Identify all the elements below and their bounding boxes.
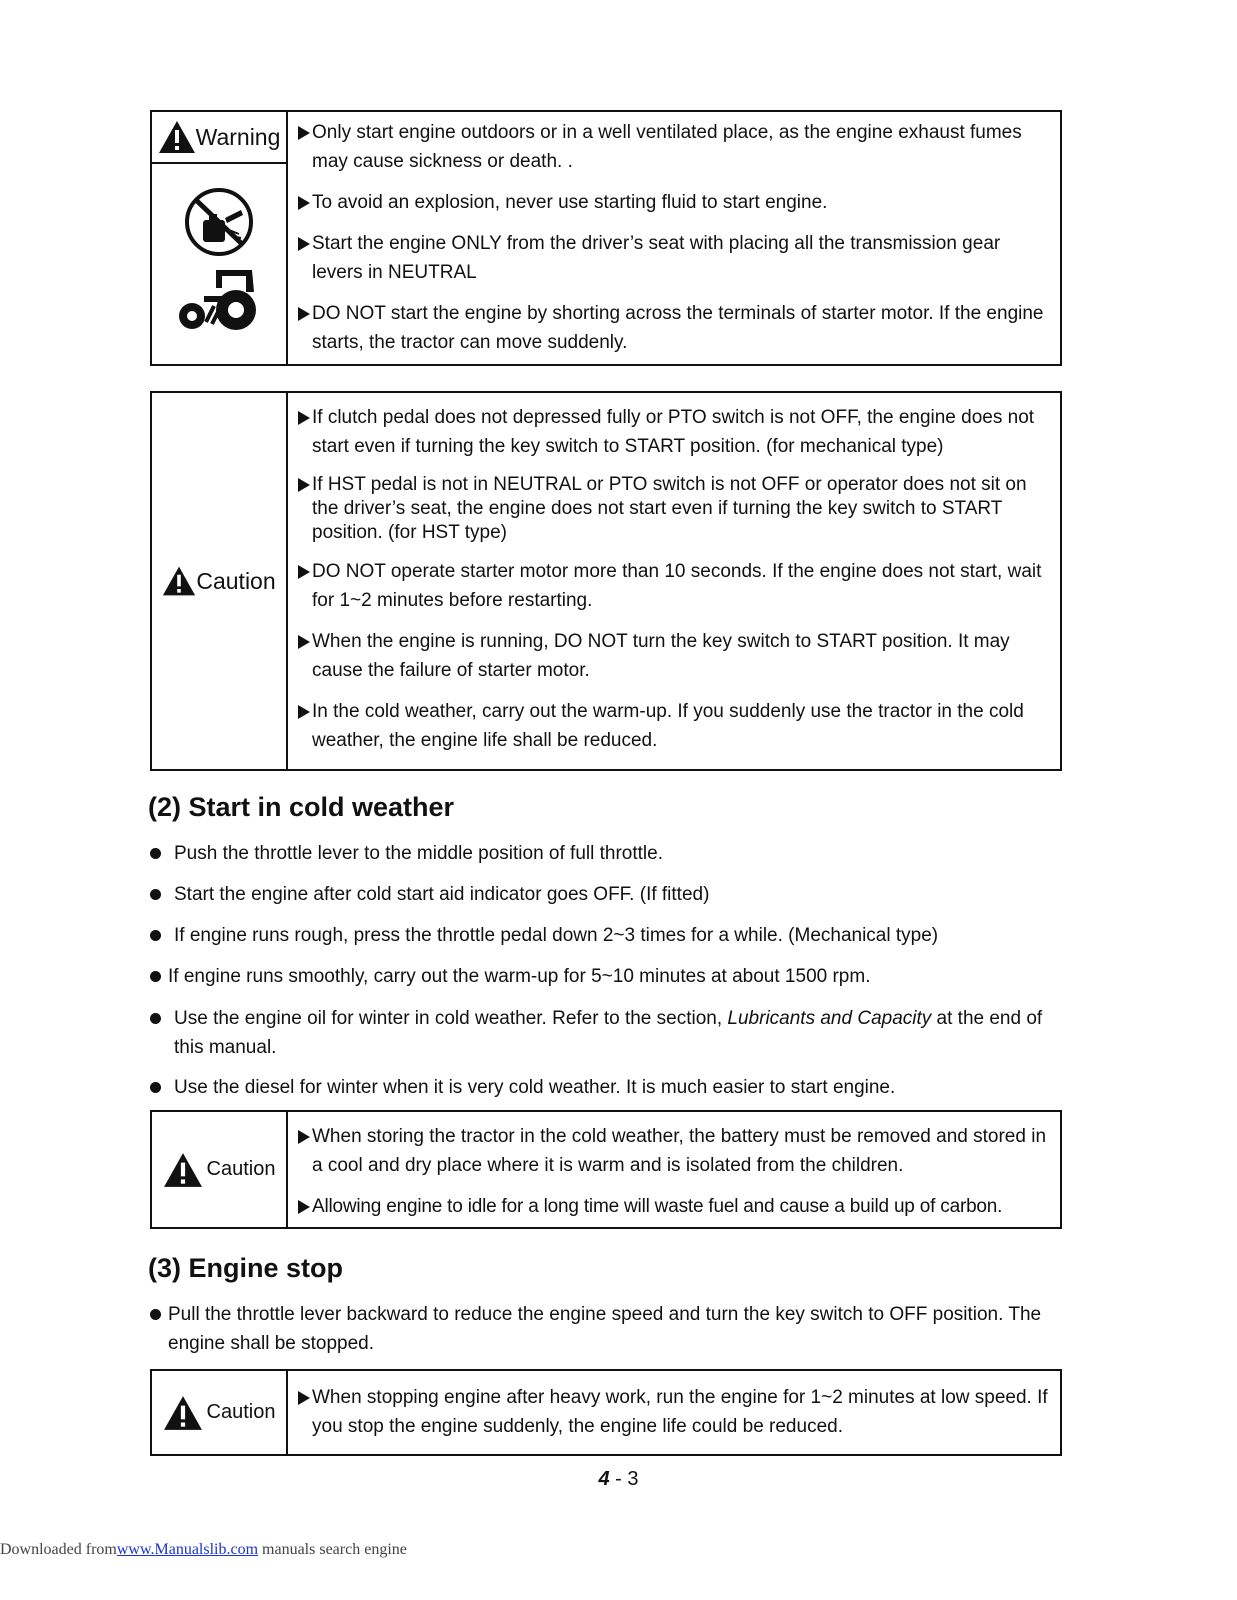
caution-box-3-items <box>288 1371 1060 1454</box>
list-item: If engine runs smoothly, carry out the warm-up for 5~10 minutes at about 1500 rpm. <box>150 962 1050 991</box>
no-starting-fluid-icon <box>183 188 255 256</box>
warning-box-items <box>288 112 1060 364</box>
caution-box-1-items <box>288 393 1060 769</box>
caution-box-3 <box>150 1369 1062 1456</box>
warning-triangle-icon <box>158 120 196 154</box>
warning-item: To avoid an explosion, never use starting fluid to start engine. <box>298 188 1054 217</box>
warning-item: Start the engine ONLY from the driver’s seat with placing all the transmission gear levers in NEUTRAL <box>298 229 1054 287</box>
warning-item: Only start engine outdoors or in a well ventilated place, as the engine exhaust fumes may cause sickness or death. . <box>298 118 1054 176</box>
section-title-engine-stop: (3) Engine stop <box>148 1253 343 1283</box>
caution-item: Allowing engine to idle for a long time will waste fuel and cause a build up of carbon. <box>298 1192 1058 1221</box>
caution-item: When the engine is running, DO NOT turn the key switch to START position. It may cause the failure of starter motor. <box>298 627 1054 685</box>
footer: Downloaded fromwww.Manualslib.com manuals search engine <box>0 1541 407 1558</box>
page-number: 4 - 3 <box>598 1468 639 1490</box>
warning-box <box>150 110 1062 366</box>
warning-triangle-icon <box>163 1395 203 1431</box>
caution-box-3-left <box>152 1371 288 1454</box>
caution-item: When storing the tractor in the cold weather, the battery must be removed and stored in a cool and dry place where it is warm and is isolated from the children. <box>298 1122 1058 1180</box>
list-item: Use the diesel for winter when it is very cold weather. It is much easier to start engine. <box>150 1073 1050 1102</box>
caution-item: If HST pedal is not in NEUTRAL or PTO switch is not OFF or operator does not sit on the driver’s seat, the engine does not start even if turning the key switch to START position. (for HST type) <box>298 473 1054 545</box>
caution-label: Caution <box>162 565 275 597</box>
list-item: Pull the throttle lever backward to reduce the engine speed and turn the key switch to OFF position. The engine shall be stopped. <box>150 1300 1060 1358</box>
caution-item: DO NOT operate starter motor more than 10 seconds. If the engine does not start, wait for 1~2 minutes before restarting. <box>298 557 1054 615</box>
caution-label: Caution <box>163 1152 276 1188</box>
warning-label: Warning <box>152 112 286 164</box>
list-item: If engine runs rough, press the throttle pedal down 2~3 times for a while. (Mechanical type) <box>150 921 1050 950</box>
caution-item: In the cold weather, carry out the warm-up. If you suddenly use the tractor in the cold weather, the engine life shall be reduced. <box>298 697 1054 755</box>
list-item: Push the throttle lever to the middle position of full throttle. <box>150 839 1050 868</box>
caution-item: If clutch pedal does not depressed fully or PTO switch is not OFF, the engine does not start even if turning the key switch to START position. (for mechanical type) <box>298 403 1054 461</box>
caution-item: When stopping engine after heavy work, run the engine for 1~2 minutes at low speed. If you stop the engine suddenly, the engine life could be reduced. <box>298 1383 1054 1441</box>
warning-triangle-icon <box>162 565 196 597</box>
warning-box-left <box>152 112 288 364</box>
caution-box-2-items <box>288 1112 1060 1227</box>
warning-triangle-icon <box>163 1152 203 1188</box>
list-item: Use the engine oil for winter in cold weather. Refer to the section, Lubricants and Capacity at the end of this manual. <box>150 1004 1050 1062</box>
caution-label: Caution <box>163 1395 276 1431</box>
section-title-cold-weather: (2) Start in cold weather <box>148 792 455 822</box>
caution-box-1-left <box>152 393 288 769</box>
tractor-runover-icon <box>176 266 262 332</box>
caution-box-2-left <box>152 1112 288 1227</box>
list-item: Start the engine after cold start aid indicator goes OFF. (If fitted) <box>150 880 1050 909</box>
caution-box-2 <box>150 1110 1062 1229</box>
caution-box-1 <box>150 391 1062 771</box>
warning-item: DO NOT start the engine by shorting across the terminals of starter motor. If the engine starts, the tractor can move suddenly. <box>298 299 1054 357</box>
manualslib-link[interactable]: www.Manualslib.com <box>116 1541 259 1558</box>
